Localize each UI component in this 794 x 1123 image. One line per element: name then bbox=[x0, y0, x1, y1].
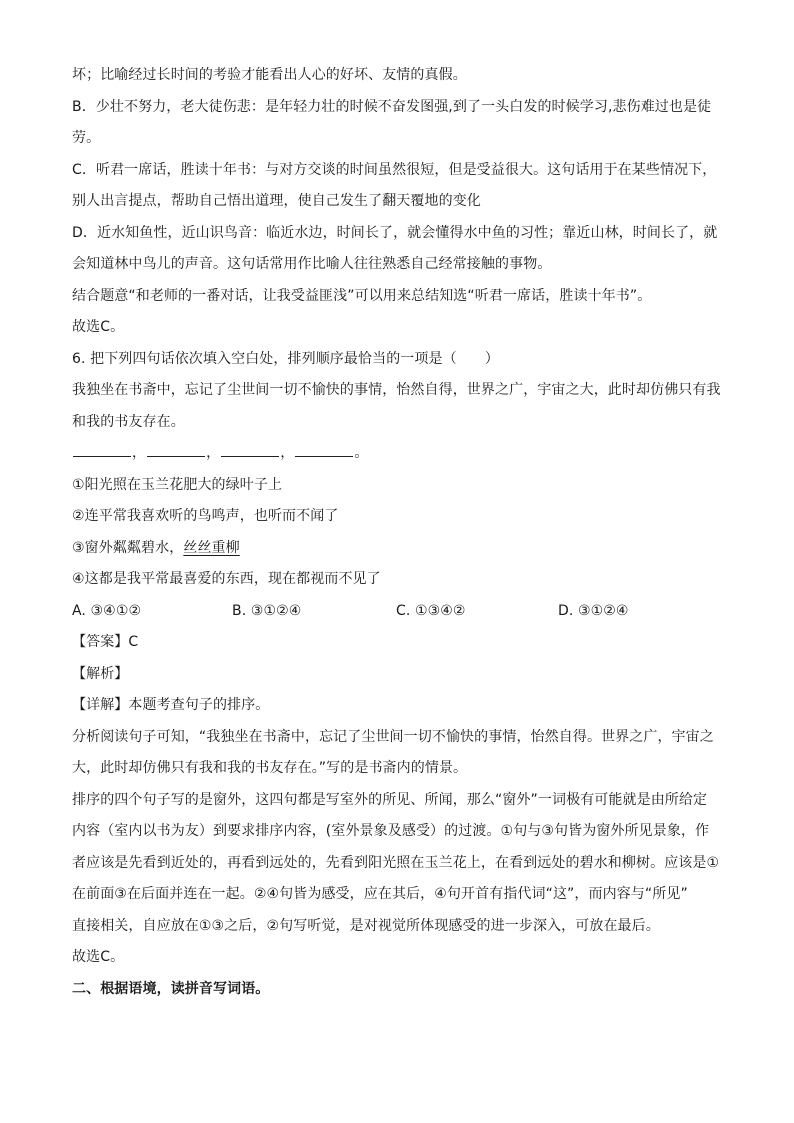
option-d[interactable]: D. ③①②④ bbox=[558, 602, 629, 619]
blank-4[interactable] bbox=[295, 442, 353, 457]
answer-choice: 故选C。 bbox=[72, 319, 125, 335]
passage-text: 和我的书友存在。 bbox=[72, 413, 185, 430]
analysis-text: 大，此时却仿佛只有我和我的书友存在。”写的是书斋内的情景。 bbox=[72, 760, 468, 776]
blank-1[interactable] bbox=[73, 442, 131, 457]
analysis-text: 直接相关，自应放在①③之后，②句写听觉，是对视觉所体现感受的进一步深入，可放在最后。 bbox=[72, 917, 660, 934]
text-line: 别人出言提点，帮助自己悟出道理，使自己发生了翻天覆地的变化 bbox=[72, 193, 481, 209]
sentence-2: ②连平常我喜欢听的鸟鸣声，也听而不闻了 bbox=[72, 508, 339, 524]
sentence-1: ①阳光照在玉兰花肥大的绿叶子上 bbox=[72, 476, 283, 493]
analysis-label: 【解析】 bbox=[72, 665, 129, 682]
comma: ， bbox=[132, 445, 147, 461]
option-c[interactable]: C. ①③④② bbox=[396, 602, 466, 619]
document-page bbox=[72, 60, 732, 1005]
sentence-3 bbox=[72, 533, 732, 565]
sentence-3-text: ③窗外粼粼碧水， bbox=[72, 539, 184, 556]
text-line: 坏；比喻经过长时间的考验才能看出人心的好坏、友情的真假。 bbox=[72, 67, 467, 83]
fill-blanks-row bbox=[72, 438, 732, 470]
period: 。 bbox=[354, 445, 369, 461]
option-d-explanation: D．近水知鱼性，近山识鸟音：临近水边，时间长了，就会懂得水中鱼的习性；靠近山林，时间长了，就 bbox=[72, 224, 718, 241]
text-line: 会知道林中鸟儿的声音。这句话常用作比喻人往往熟悉自己经常接触的事物。 bbox=[72, 256, 552, 272]
analysis-text: 排序的四个句子写的是窗外，这四句都是写室外的所见、所闻，那么“窗外”一词极有可能就是由所给定 bbox=[72, 791, 708, 808]
passage-text: 我独坐在书斋中，忘记了尘世间一切不愉快的事情，怡然自得，世界之广，宇宙之大，此时却仿佛只有我 bbox=[72, 382, 721, 398]
blank-2[interactable] bbox=[147, 442, 205, 457]
section-2-heading: 二、根据语境，读拼音写词语。 bbox=[72, 980, 270, 997]
conclusion-text: 结合题意“和老师的一番对话，让我受益匪浅”可以用来总结知选“听君一席话，胜读十年书”。 bbox=[72, 287, 652, 304]
blank-3[interactable] bbox=[221, 442, 279, 457]
option-b[interactable]: B. ③①②④ bbox=[232, 602, 302, 619]
detail-label: 【详解】本题考查句子的排序。 bbox=[72, 697, 270, 713]
analysis-text: 在前面③在后面并连在一起。②④句皆为感受，应在其后，④句开首有指代词“这”，而内容与“所见” bbox=[72, 886, 688, 902]
comma: ， bbox=[280, 445, 295, 461]
option-c-explanation: C．听君一席话，胜读十年书：与对方交谈的时间虽然很短，但是受益很大。这句话用于在某些情况下， bbox=[72, 161, 717, 178]
text-line: 劳。 bbox=[72, 130, 101, 146]
analysis-text: 分析阅读句子可知，“我独坐在书斋中，忘记了尘世间一切不愉快的事情，怡然自得。世界之广，宇宙之 bbox=[72, 728, 714, 745]
answer-options bbox=[72, 596, 732, 628]
answer-label: 【答案】C bbox=[72, 634, 139, 650]
analysis-text: 内容（室内以书为友）到要求排序内容，(室外景象及感受）的过渡。①句与③句皆为窗外所见景象，作 bbox=[72, 823, 710, 839]
analysis-text: 者应该是先看到近处的，再看到远处的，先看到阳光照在玉兰花上，在看到远处的碧水和柳树。应该是① bbox=[72, 854, 720, 871]
option-a[interactable]: A. ③④①② bbox=[72, 602, 142, 619]
option-b-explanation: B．少壮不努力，老大徒伤悲：是年轻力壮的时候不奋发图强,到了一头白发的时候学习,悲伤难过也是徒 bbox=[72, 98, 712, 115]
answer-choice: 故选C。 bbox=[72, 949, 125, 965]
sentence-3-underlined: 丝丝重柳 bbox=[183, 539, 240, 556]
sentence-4: ④这都是我平常最喜爱的东西，现在都视而不见了 bbox=[72, 571, 381, 587]
question-6-title: 6. 把下列四句话依次填入空白处，排列顺序最恰当的一项是（ ） bbox=[72, 350, 500, 367]
comma: ， bbox=[206, 445, 221, 461]
